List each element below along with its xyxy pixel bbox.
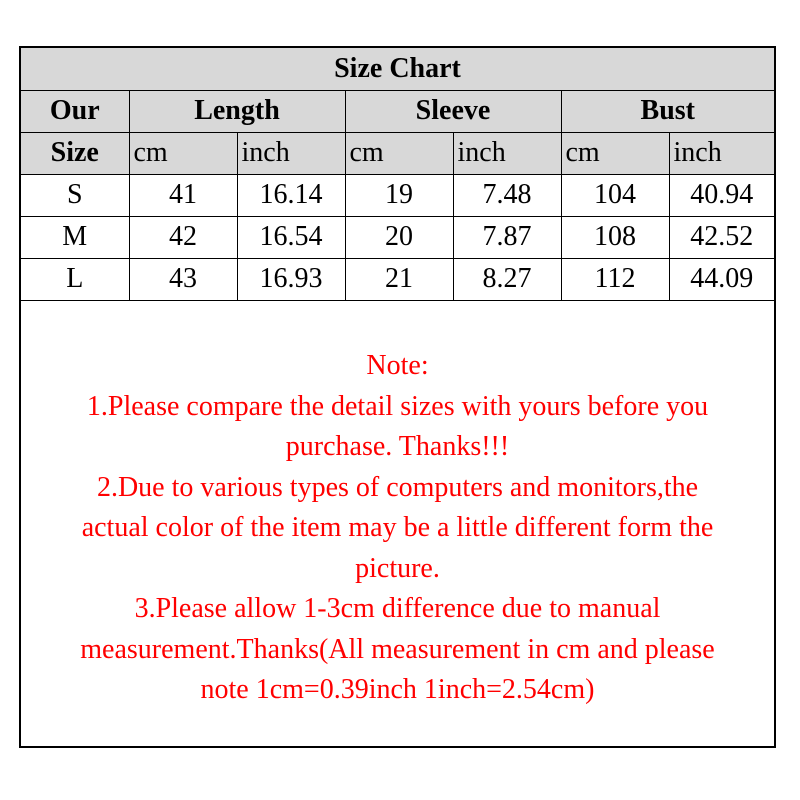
size-label: M bbox=[21, 216, 129, 258]
note-line: 2.Due to various types of computers and monitors,the bbox=[96, 471, 699, 503]
table-cell: 40.94 bbox=[669, 174, 774, 216]
table-row bbox=[21, 258, 774, 300]
table-cell: 112 bbox=[561, 258, 669, 300]
table-cell: 20 bbox=[345, 216, 453, 258]
unit-sleeve-cm: cm bbox=[345, 132, 453, 174]
unit-length-inch: inch bbox=[237, 132, 345, 174]
table-cell: 16.93 bbox=[237, 258, 345, 300]
table-cell: 16.54 bbox=[237, 216, 345, 258]
table-cell: 104 bbox=[561, 174, 669, 216]
note-heading: Note: bbox=[366, 350, 429, 381]
size-chart bbox=[19, 46, 776, 748]
note-line: 3.Please allow 1-3cm difference due to manual bbox=[134, 593, 661, 624]
size-label: S bbox=[21, 174, 129, 216]
table-cell: 43 bbox=[129, 258, 237, 300]
note-line: purchase. Thanks!!! bbox=[285, 431, 510, 462]
size-label: L bbox=[21, 258, 129, 300]
table-cell: 7.48 bbox=[453, 174, 561, 216]
note-block bbox=[21, 346, 774, 711]
table-cell: 42.52 bbox=[669, 216, 774, 258]
table-cell: 41 bbox=[129, 174, 237, 216]
note-line: picture. bbox=[355, 552, 440, 584]
table-cell: 108 bbox=[561, 216, 669, 258]
table-row bbox=[21, 174, 774, 216]
table-cell: 21 bbox=[345, 258, 453, 300]
length-header: Length bbox=[129, 90, 345, 132]
chart-title: Size Chart bbox=[21, 48, 774, 90]
table-cell: 44.09 bbox=[669, 258, 774, 300]
bust-header: Bust bbox=[561, 90, 774, 132]
table-cell: 19 bbox=[345, 174, 453, 216]
size-table bbox=[21, 48, 774, 301]
table-cell: 7.87 bbox=[453, 216, 561, 258]
table-row bbox=[21, 216, 774, 258]
unit-sleeve-inch: inch bbox=[453, 132, 561, 174]
table-cell: 8.27 bbox=[453, 258, 561, 300]
table-cell: 16.14 bbox=[237, 174, 345, 216]
note-line: actual color of the item may be a little different form the bbox=[81, 512, 714, 543]
unit-length-cm: cm bbox=[129, 132, 237, 174]
note-line: note 1cm=0.39inch 1inch=2.54cm) bbox=[200, 674, 595, 705]
our-size-header-line1: Our bbox=[21, 90, 129, 132]
sleeve-header: Sleeve bbox=[345, 90, 561, 132]
note-line: 1.Please compare the detail sizes with yours before you bbox=[86, 390, 709, 422]
our-size-header-line2: Size bbox=[21, 132, 129, 174]
table-cell: 42 bbox=[129, 216, 237, 258]
unit-bust-cm: cm bbox=[561, 132, 669, 174]
note-line: measurement.Thanks(All measurement in cm and please bbox=[80, 633, 715, 665]
unit-bust-inch: inch bbox=[669, 132, 774, 174]
